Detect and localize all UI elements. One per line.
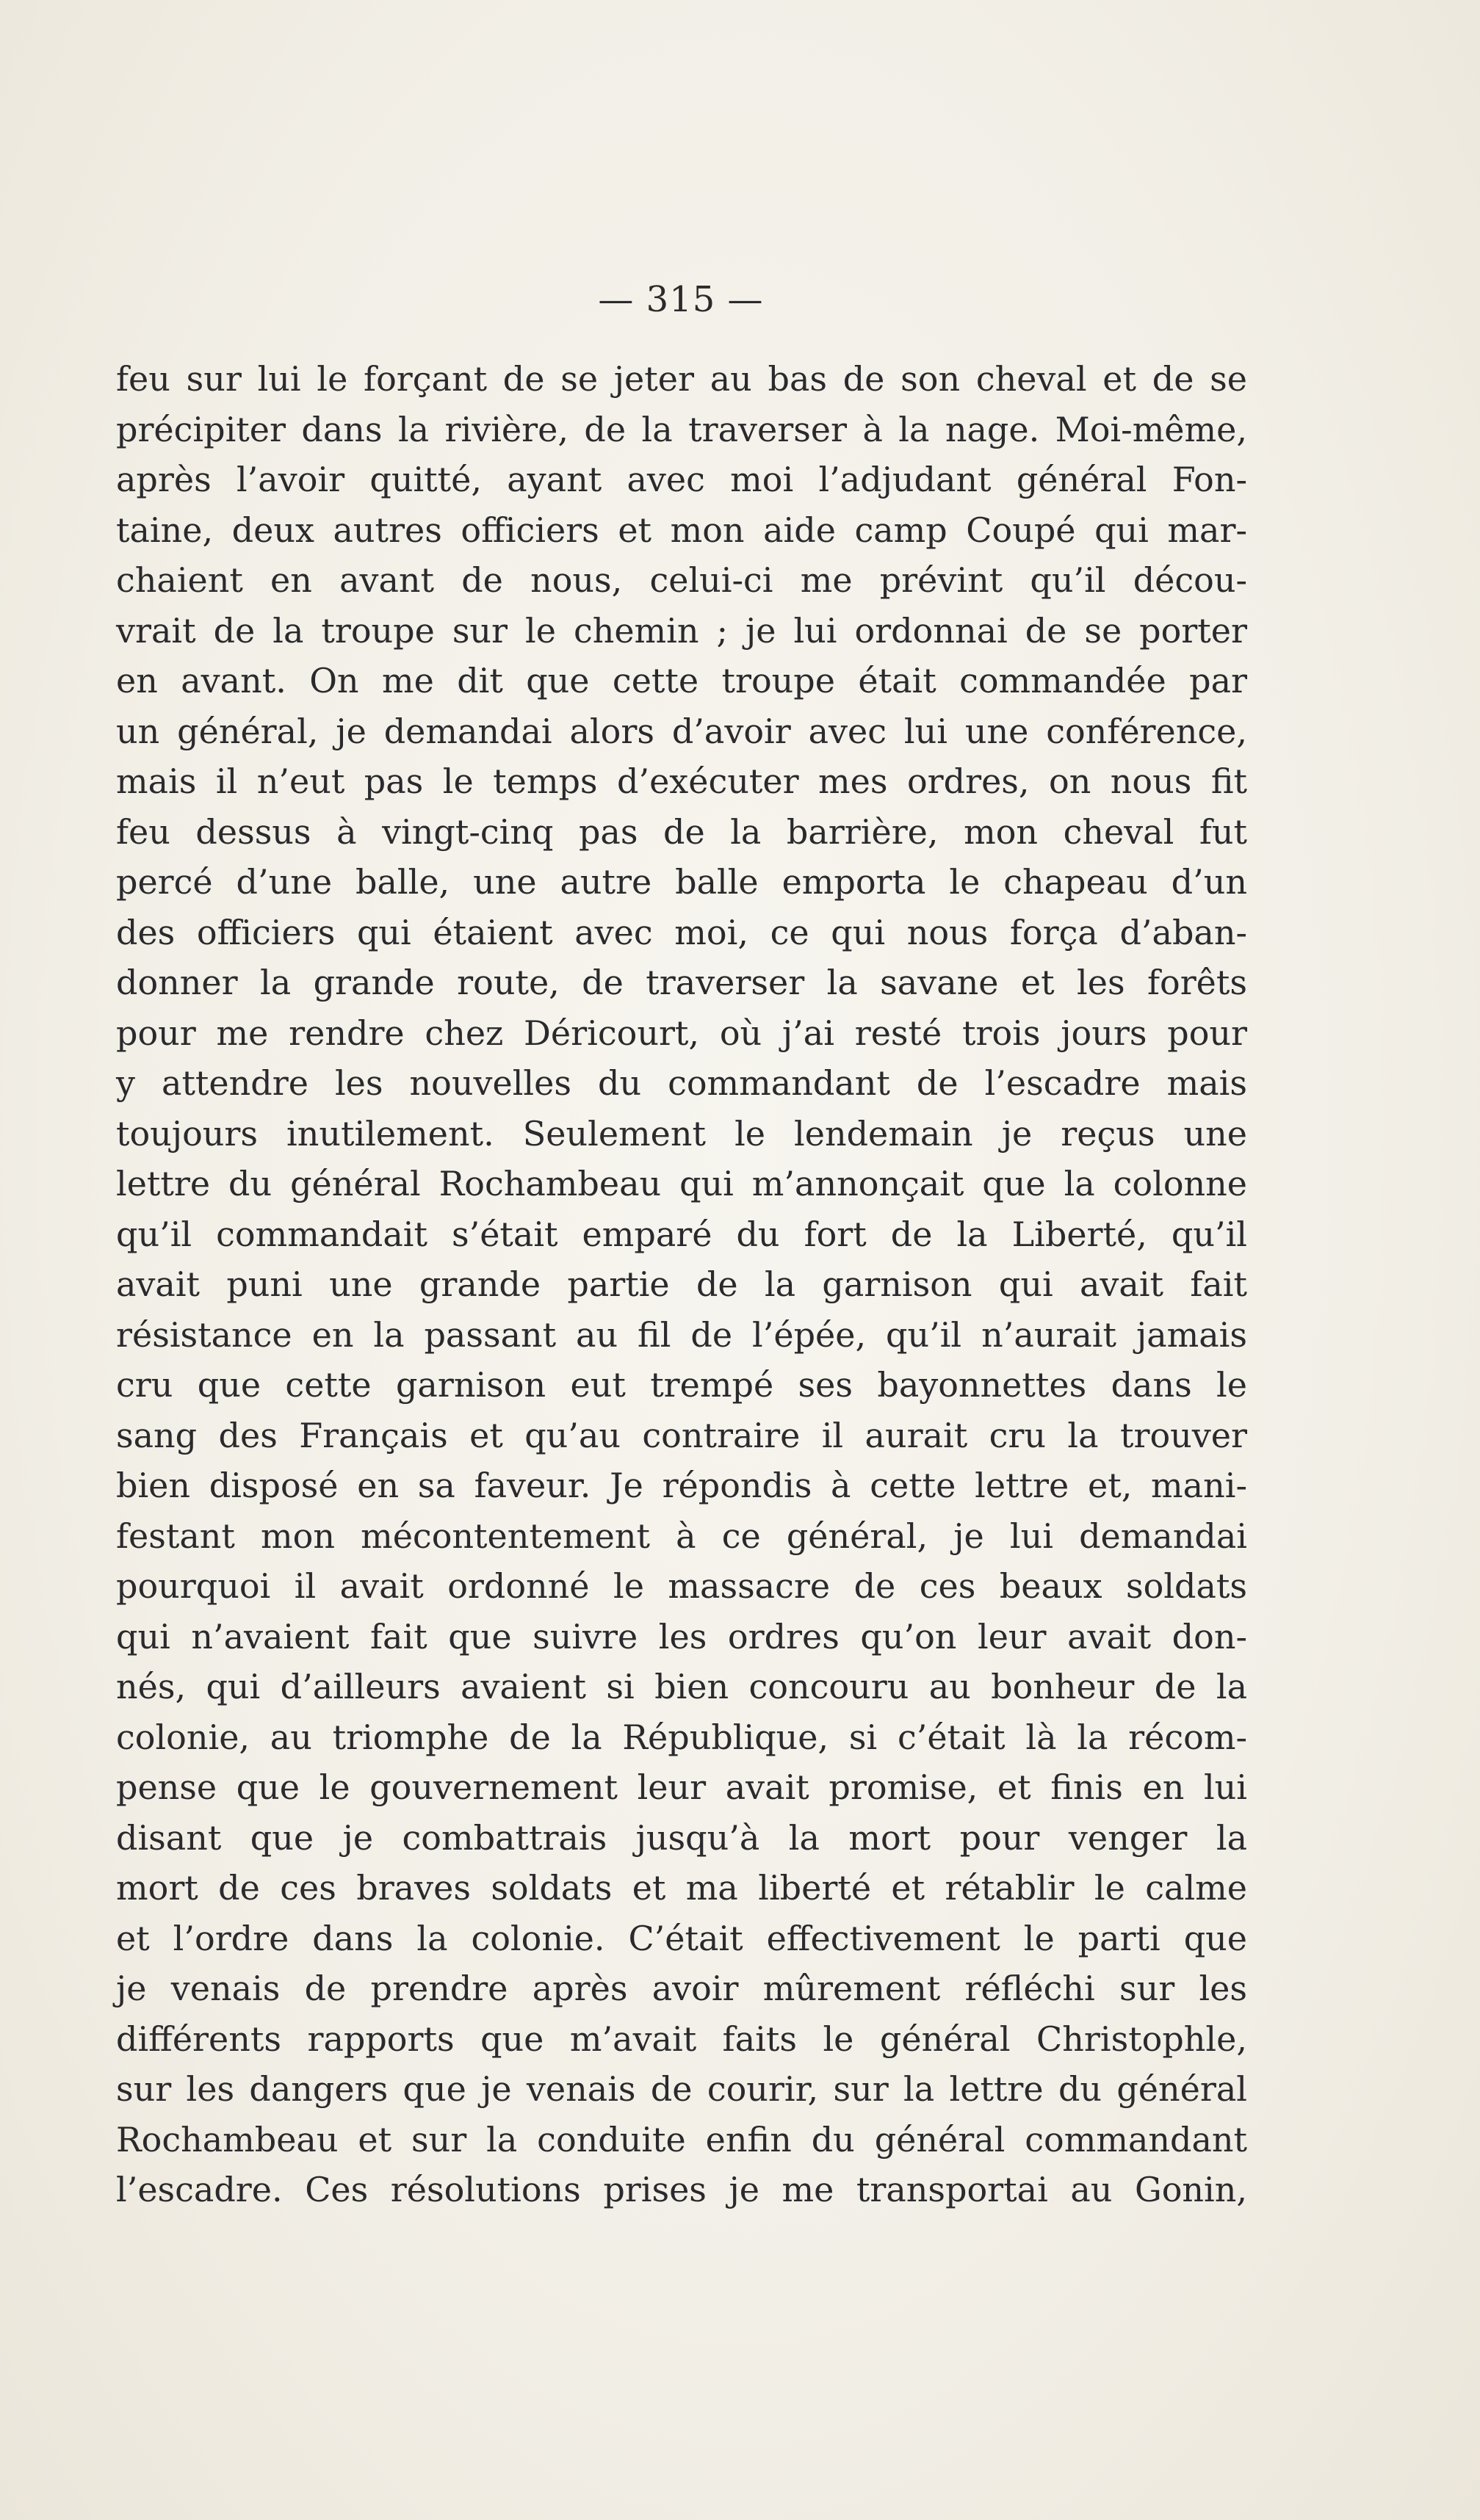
text-line: en avant. On me dit que cette troupe était commandée par [116, 661, 1247, 700]
text-line: sang des Français et qu’au contraire il aurait cru la trouver [116, 1415, 1247, 1455]
text-line: qu’il commandait s’était emparé du fort de la Liberté, qu’il [116, 1214, 1247, 1254]
text-line: vrait de la troupe sur le chemin ; je lui ordonnai de se porter [116, 610, 1247, 651]
text-line: taine, deux autres officiers et mon aide camp Coupé qui mar- [116, 510, 1247, 550]
text-line: disant que je combattrais jusqu’à la mort pour venger la [116, 1817, 1247, 1858]
text-line: feu dessus à vingt-cinq pas de la barrière, mon cheval fut [116, 811, 1247, 852]
text-line: avait puni une grande partie de la garnison qui avait fait [116, 1264, 1247, 1304]
text-line: pourquoi il avait ordonné le massacre de ces beaux soldats [116, 1566, 1247, 1606]
text-line: je venais de prendre après avoir mûrement réfléchi sur les [116, 1969, 1247, 2008]
text-line: l’escadre. Ces résolutions prises je me transportai au Gonin, [116, 2170, 1247, 2209]
text-line: mort de ces braves soldats et ma liberté et rétablir le calme [116, 1868, 1247, 1908]
text-line: toujours inutilement. Seulement le lendemain je reçus une [116, 1113, 1247, 1154]
text-line: sur les dangers que je venais de courir, sur la lettre du général [116, 2069, 1247, 2109]
text-line: mais il n’eut pas le temps d’exécuter mes ordres, on nous fit [116, 761, 1247, 801]
text-line: chaient en avant de nous, celui-ci me prévint qu’il décou- [116, 560, 1247, 600]
text-line: y attendre les nouvelles du commandant de l’escadre mais [116, 1063, 1247, 1103]
text-line: pour me rendre chez Déricourt, où j’ai resté trois jours pour [116, 1013, 1247, 1053]
text-line: après l’avoir quitté, ayant avec moi l’adjudant général Fon- [116, 460, 1247, 499]
text-line: qui n’avaient fait que suivre les ordres qu’on leur avait don- [116, 1616, 1247, 1657]
text-line: colonie, au triomphe de la République, si c’était là la récom- [116, 1717, 1247, 1757]
text-line: pense que le gouvernement leur avait promise, et finis en lui [116, 1767, 1247, 1807]
text-line: et l’ordre dans la colonie. C’était effectivement le parti que [116, 1918, 1247, 1958]
page-number: — 315 — [598, 279, 764, 320]
text-line: précipiter dans la rivière, de la traverser à la nage. Moi-même, [116, 409, 1247, 449]
text-line: lettre du général Rochambeau qui m’annonçait que la colonne [116, 1164, 1247, 1203]
text-line: donner la grande route, de traverser la savane et les forêts [116, 963, 1247, 1002]
text-line: percé d’une balle, une autre balle emporta le chapeau d’un [116, 862, 1247, 902]
body-text [116, 354, 1247, 2215]
text-line: cru que cette garnison eut trempé ses bayonnettes dans le [116, 1365, 1247, 1405]
text-line: nés, qui d’ailleurs avaient si bien concouru au bonheur de la [116, 1667, 1247, 1706]
text-line: feu sur lui le forçant de se jeter au bas de son cheval et de se [116, 359, 1247, 399]
text-line: des officiers qui étaient avec moi, ce qui nous força d’aban- [116, 912, 1247, 952]
text-line: différents rapports que m’avait faits le général Christophle, [116, 2018, 1247, 2059]
text-line: festant mon mécontentement à ce général, je lui demandai [116, 1516, 1247, 1556]
text-line: Rochambeau et sur la conduite enfin du général commandant [116, 2119, 1247, 2159]
text-line: résistance en la passant au fil de l’épée, qu’il n’aurait jamais [116, 1314, 1247, 1355]
text-line: bien disposé en sa faveur. Je répondis à cette lettre et, mani- [116, 1466, 1247, 1505]
text-line: un général, je demandai alors d’avoir avec lui une conférence, [116, 711, 1247, 751]
